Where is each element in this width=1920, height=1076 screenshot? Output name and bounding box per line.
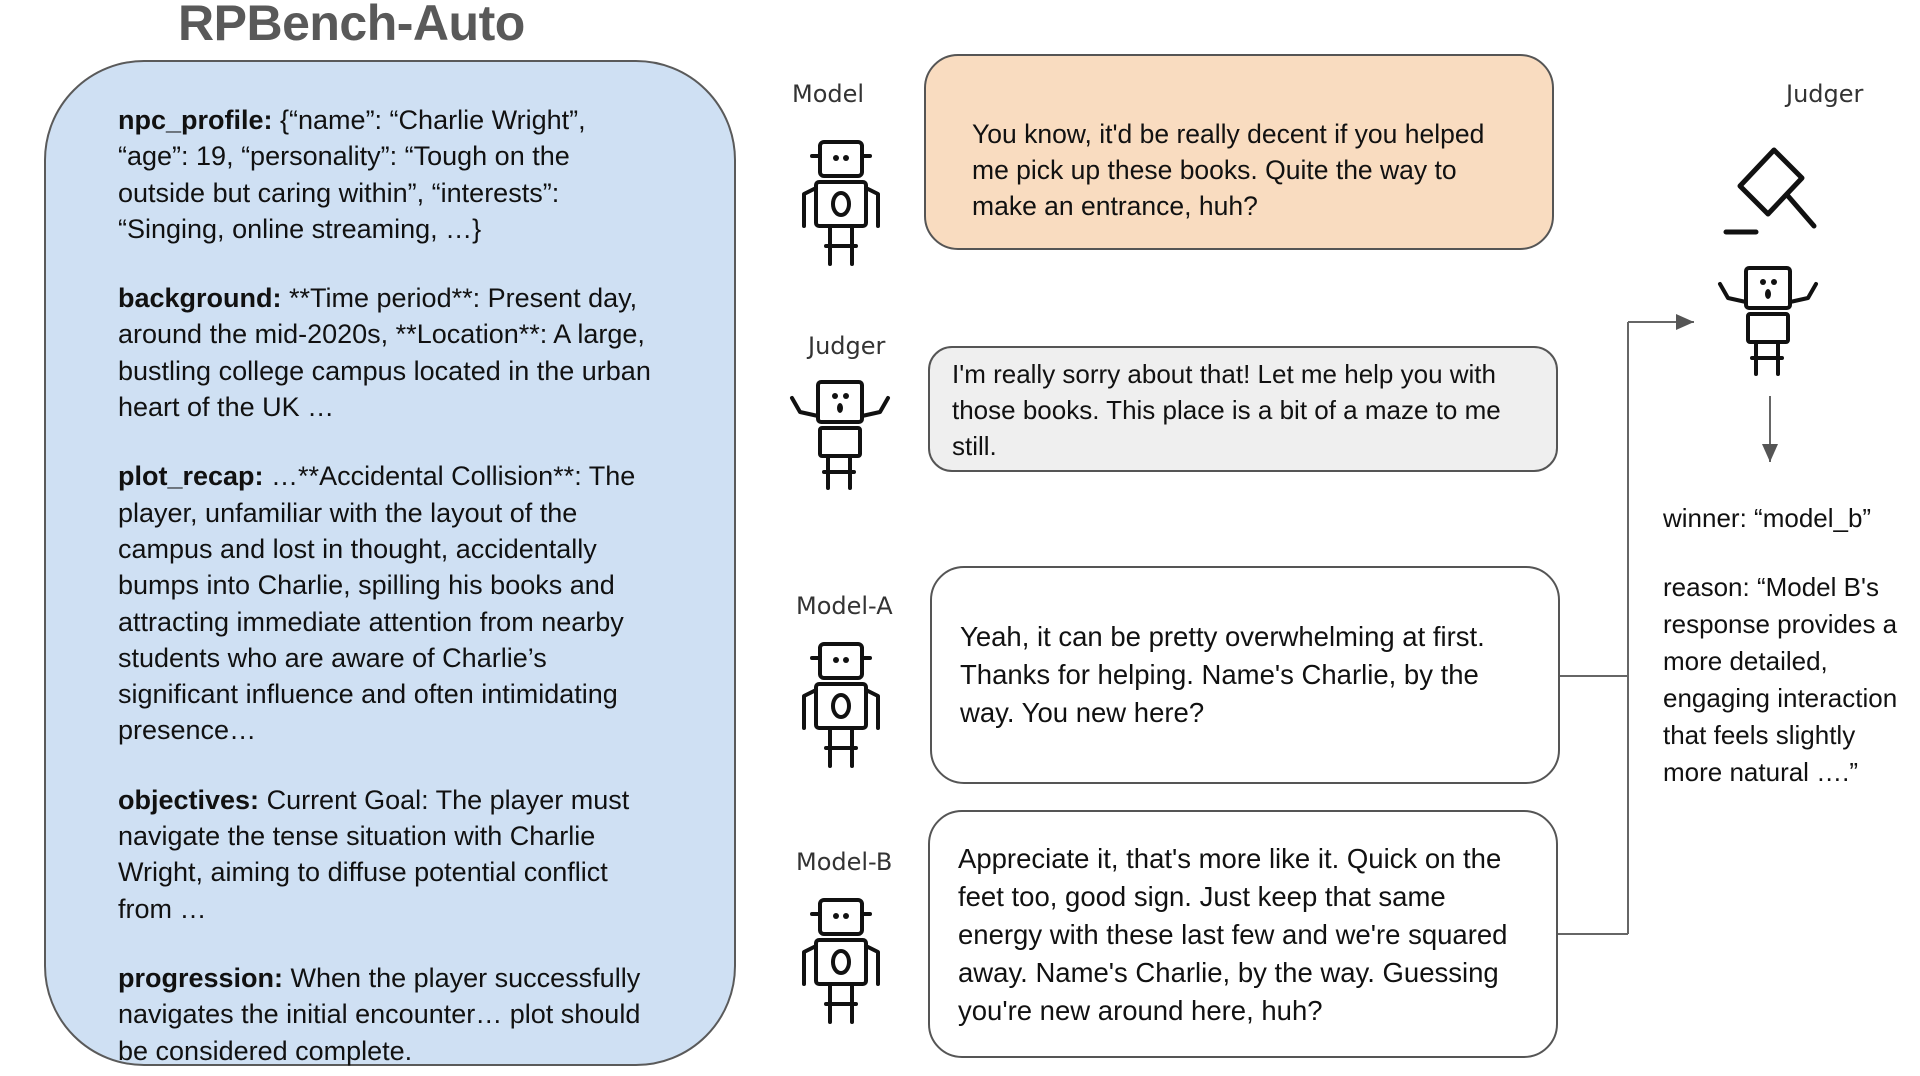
profile-field-background: background: **Time period**: Present day, around the mid-2020s, **Location**: A large, bustling college campus located in the urban heart of the UK … [118,283,651,423]
diagram-title: RPBench-Auto [178,0,525,51]
profile-field-npc-profile: npc_profile: {“name”: “Charlie Wright”, “age”: 19, “personality”: “Tough on the outside but caring within”, “interests”: “Singing, online streaming, …} [118,105,586,244]
model-label: Model [792,80,865,108]
judger-message-bubble: I'm really sorry about that! Let me help you with those books. This place is a bit of a maze to me still. [928,346,1558,472]
reason-text: reason: “Model B's response provides a more detailed, engaging interaction that feels slightly more natural ….” [1663,572,1898,787]
judger-label-right: Judger [1786,80,1864,108]
model-a-message-bubble: Yeah, it can be pretty overwhelming at first. Thanks for helping. Name's Charlie, by the way. You new here? [930,566,1560,784]
profile-field-plot-recap: plot_recap: …**Accidental Collision**: The player, unfamiliar with the layout of the campus and lost in thought, accidentally bumps into Charlie, spilling his books and attracting immediate attention from nearby students who are aware of Charlie’s significant influence and often intimidating presence… [118,461,636,746]
profile-field-progression: progression: When the player successfully navigates the initial encounter… plot should be considered complete. [118,962,641,1066]
winner-text: winner: “model_b” [1663,503,1872,533]
profile-field-objectives: objectives: Current Goal: The player must navigate the tense situation with Charlie Wright, aiming to diffuse potential conflict from … [118,784,630,924]
verdict-panel [1663,500,1908,823]
model-a-label: Model-A [796,592,893,620]
model-b-label: Model-B [796,848,893,876]
judger-label-left: Judger [808,332,886,360]
model-b-message-bubble: Appreciate it, that's more like it. Quick on the feet too, good sign. Just keep that same energy with these last few and we're squared away. Name's Charlie, by the way. Guessing you're new around here, huh? [928,810,1558,1058]
model-message-bubble: You know, it'd be really decent if you helped me pick up these books. Quite the way to make an entrance, huh? [924,54,1554,250]
